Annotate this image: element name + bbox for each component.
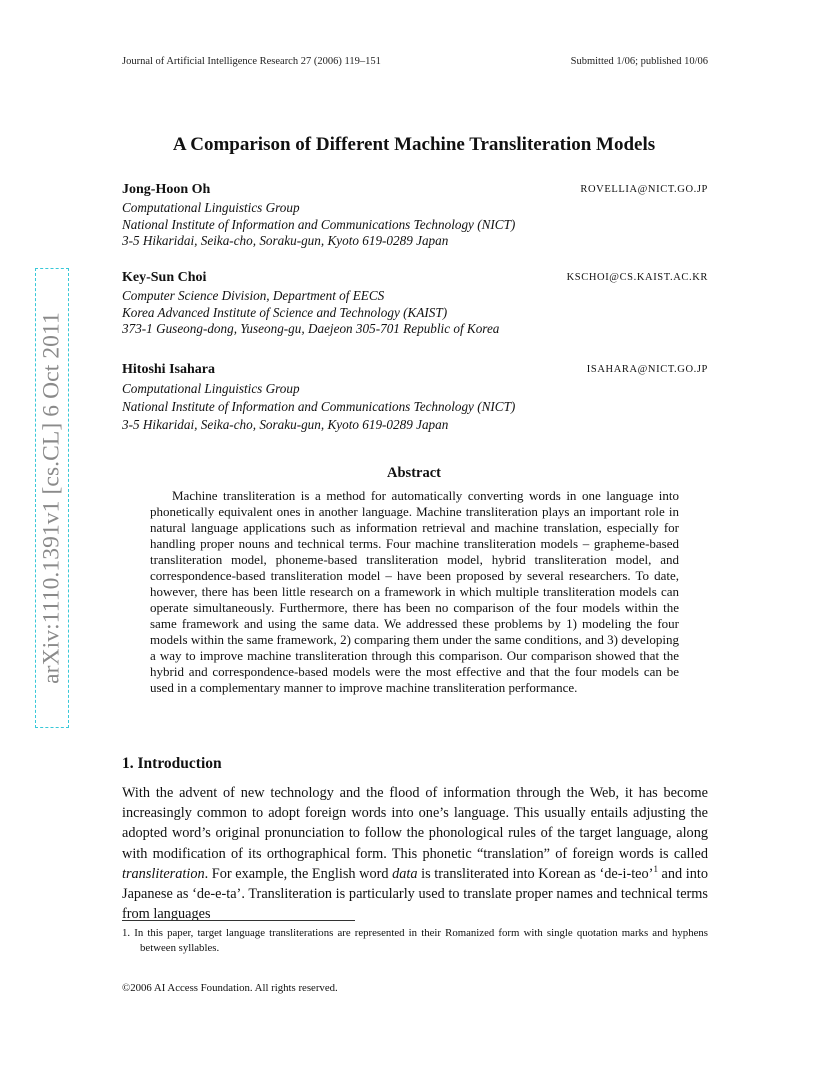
intro-text: With the advent of new technology and the flood of information through the Web, it has become increasingly common to adopt foreign words into one’s language. This usually entails adjusting the adopted word’s original pronunciation to follow the phonological rules of the target language, along with modification of its orthographical form. This phonetic “translation” of foreign words is called (122, 785, 708, 862)
author-name: Jong-Hoon Oh (122, 182, 211, 197)
affiliation-line: 373-1 Guseong-dong, Yuseong-gu, Daejeon 305-701 Republic of Korea (122, 321, 500, 336)
footnote (122, 926, 708, 956)
affiliation-line: 3-5 Hikaridai, Seika-cho, Soraku-gun, Kyoto 619-0289 Japan (122, 417, 449, 432)
affiliation-line: 3-5 Hikaridai, Seika-cho, Soraku-gun, Kyoto 619-0289 Japan (122, 233, 449, 248)
copyright-notice: ©2006 AI Access Foundation. All rights reserved. (122, 982, 338, 994)
term-transliteration: transliteration (122, 865, 205, 882)
intro-text: . For example, the English word (204, 865, 393, 882)
journal-header: Journal of Artificial Intelligence Research 27 (2006) 119–151 (122, 56, 381, 67)
author-name: Key-Sun Choi (122, 270, 207, 285)
author-email[interactable]: ISAHARA@NICT.GO.JP (586, 364, 708, 375)
author-block-1 (122, 180, 708, 250)
footnote-marker[interactable]: 1 (653, 864, 658, 875)
affiliation-line: Computer Science Division, Department of EECS (122, 288, 385, 303)
submission-dates: Submitted 1/06; published 10/06 (570, 56, 708, 67)
affiliation-line: Korea Advanced Institute of Science and Technology (KAIST) (122, 304, 448, 320)
example-word: data (392, 865, 418, 882)
affiliation-line: National Institute of Information and Communications Technology (NICT) (122, 216, 516, 232)
abstract-heading: Abstract (387, 465, 441, 481)
footnote-divider (122, 920, 355, 921)
affiliation-line: Computational Linguistics Group (122, 381, 300, 396)
affiliation-line: Computational Linguistics Group (122, 200, 300, 215)
author-email[interactable]: KSCHOI@CS.KAIST.AC.KR (566, 272, 708, 283)
author-block-3 (122, 360, 708, 434)
abstract-text: Machine transliteration is a method for automatically converting words in one language into phonetically equivalent ones in another language. Machine transliteration plays an important role in natural language applications such as information retrieval and machine translation, especially for handling proper nouns and technical terms. Four machine transliteration models – grapheme-based transliteration model, phoneme-based transliteration model, hybrid transliteration model, and correspondence-based transliteration model – have been proposed by several researchers. To date, however, there has been little research on a framework in which multiple transliteration models can operate simultaneously. Furthermore, there has been no comparison of the four models within the same framework and using the same data. We addressed these problems by 1) modeling the four models within the same framework, 2) comparing them under the same conditions, and 3) developing a way to improve machine transliteration through this comparison. Our comparison showed that the hybrid and correspondence-based models were the most effective and that the four models can be used in a complementary manner to improve machine transliteration performance. (150, 488, 679, 695)
affiliation-line: National Institute of Information and Communications Technology (NICT) (122, 399, 516, 414)
author-block-2 (122, 268, 708, 338)
intro-text: is transliterated into Korean as ‘de-i-teo’ (417, 865, 654, 882)
paper-title: A Comparison of Different Machine Transliteration Models (172, 134, 656, 155)
arxiv-stamp[interactable] (35, 268, 69, 728)
arxiv-identifier: arXiv:1110.1391v1 [cs.CL] 6 Oct 2011 (38, 312, 65, 684)
section-heading: 1. Introduction (122, 755, 222, 772)
author-name: Hitoshi Isahara (122, 362, 215, 377)
footnote-text: 1. In this paper, target language transliterations are represented in their Romanized form with single quotation marks and hyphens between syllables. (122, 927, 708, 954)
author-email[interactable]: ROVELLIA@NICT.GO.JP (580, 184, 708, 195)
intro-text: and into Japanese as ‘de-e-ta’. Transliteration is particularly used to translate proper names and technical terms from languages (122, 865, 708, 923)
intro-paragraph (122, 783, 708, 924)
